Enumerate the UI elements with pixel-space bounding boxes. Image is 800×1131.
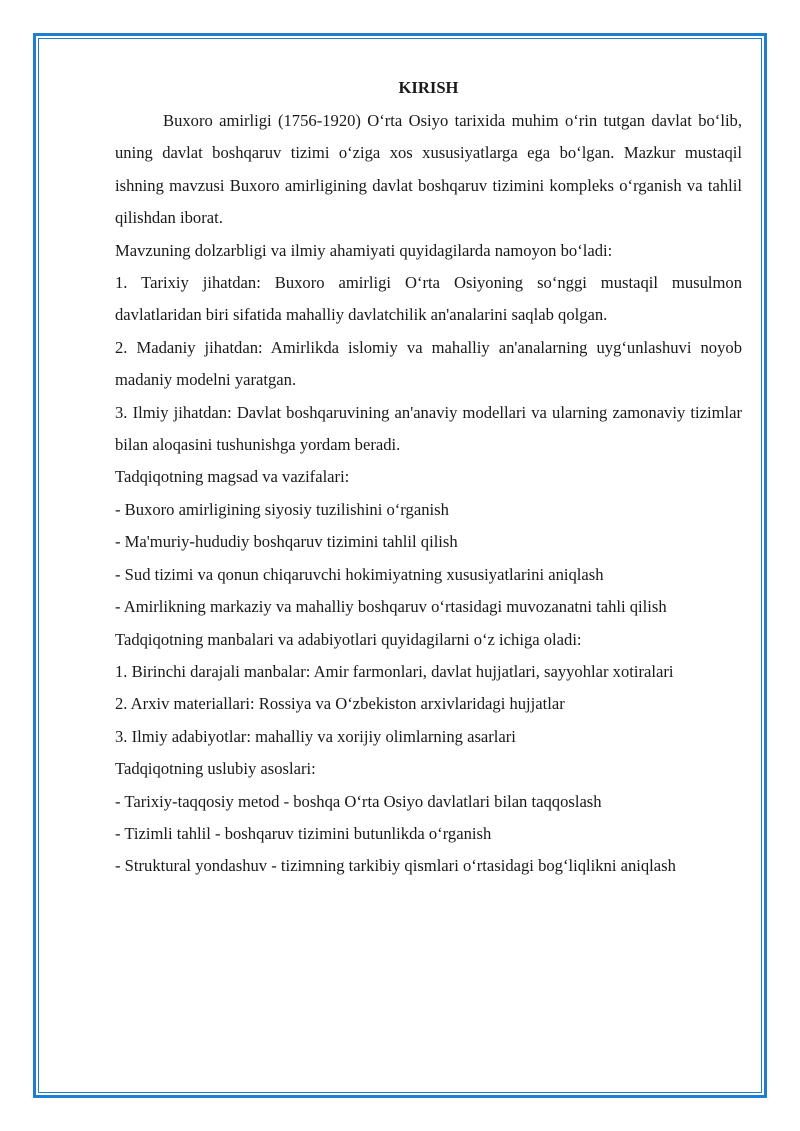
intro-paragraph: Buxoro amirligi (1756-1920) O‘rta Osiyo tarixida muhim o‘rin tutgan davlat bo‘lib, uning davlat boshqaruv tizimi o‘ziga xos xususiyatlarga ega bo‘lgan. Mazkur mustaqil ishning mavzusi Buxoro amirligining davlat boshqaruv tizimini kompleks o‘rganish va tahlil qilishdan iborat. [115,111,742,228]
list-item-cultural: 2. Madaniy jihatdan: Amirlikda islomiy va mahalliy an'analarning uyg‘unlashuvi noyob madaniy modelni yaratgan. [115,337,742,390]
relevance-heading: Mavzuning dolzarbligi va ilmiy ahamiyati quyidagilarda namoyon bo‘ladi: [115,240,613,260]
goal-item: - Sud tizimi va qonun chiqaruvchi hokimiyatning xususiyatlarini aniqlash [115,564,604,584]
goal-item: - Amirlikning markaziy va mahalliy boshqaruv o‘rtasidagi muvozanatni tahli qilish [115,597,667,617]
goal-item: - Ma'muriy-hududiy boshqaruv tizimini tahlil qilish [115,532,458,552]
list-item-historical: 1. Tarixiy jihatdan: Buxoro amirligi O‘rta Osiyoning so‘nggi mustaqil musulmon davlatlaridan biri sifatida mahalliy davlatchilik an'analarini saqlab qolgan. [115,273,742,325]
sources-heading: Tadqiqotning manbalari va adabiyotlari quyidagilarni o‘z ichiga oladi: [115,629,582,649]
document-body [115,72,742,883]
goals-heading: Tadqiqotning magsad va vazifalari: [115,467,350,487]
source-item: 3. Ilmiy adabiyotlar: mahalliy va xorijiy olimlarning asarlari [115,726,516,746]
method-item: - Tizimli tahlil - boshqaruv tizimini butunlikda o‘rganish [115,823,492,843]
source-item: 1. Birinchi darajali manbalar: Amir farmonlari, davlat hujjatlari, sayyohlar xotiralari [115,661,674,681]
source-item: 2. Arxiv materiallari: Rossiya va O‘zbekiston arxivlaridagi hujjatlar [115,694,565,714]
method-item: - Tarixiy-taqqosiy metod - boshqa O‘rta Osiyo davlatlari bilan taqqoslash [115,791,602,811]
list-item-scientific: 3. Ilmiy jihatdan: Davlat boshqaruvining an'anaviy modellari va ularning zamonaviy tizimlar bilan aloqasini tushunishga yordam beradi. [115,402,742,455]
page-title: KIRISH [398,78,459,97]
goal-item: - Buxoro amirligining siyosiy tuzilishini o‘rganish [115,499,449,519]
methods-heading: Tadqiqotning uslubiy asoslari: [115,759,316,779]
method-item: - Struktural yondashuv - tizimning tarkibiy qismlari o‘rtasidagi bog‘liqlikni aniqlash [115,856,676,876]
